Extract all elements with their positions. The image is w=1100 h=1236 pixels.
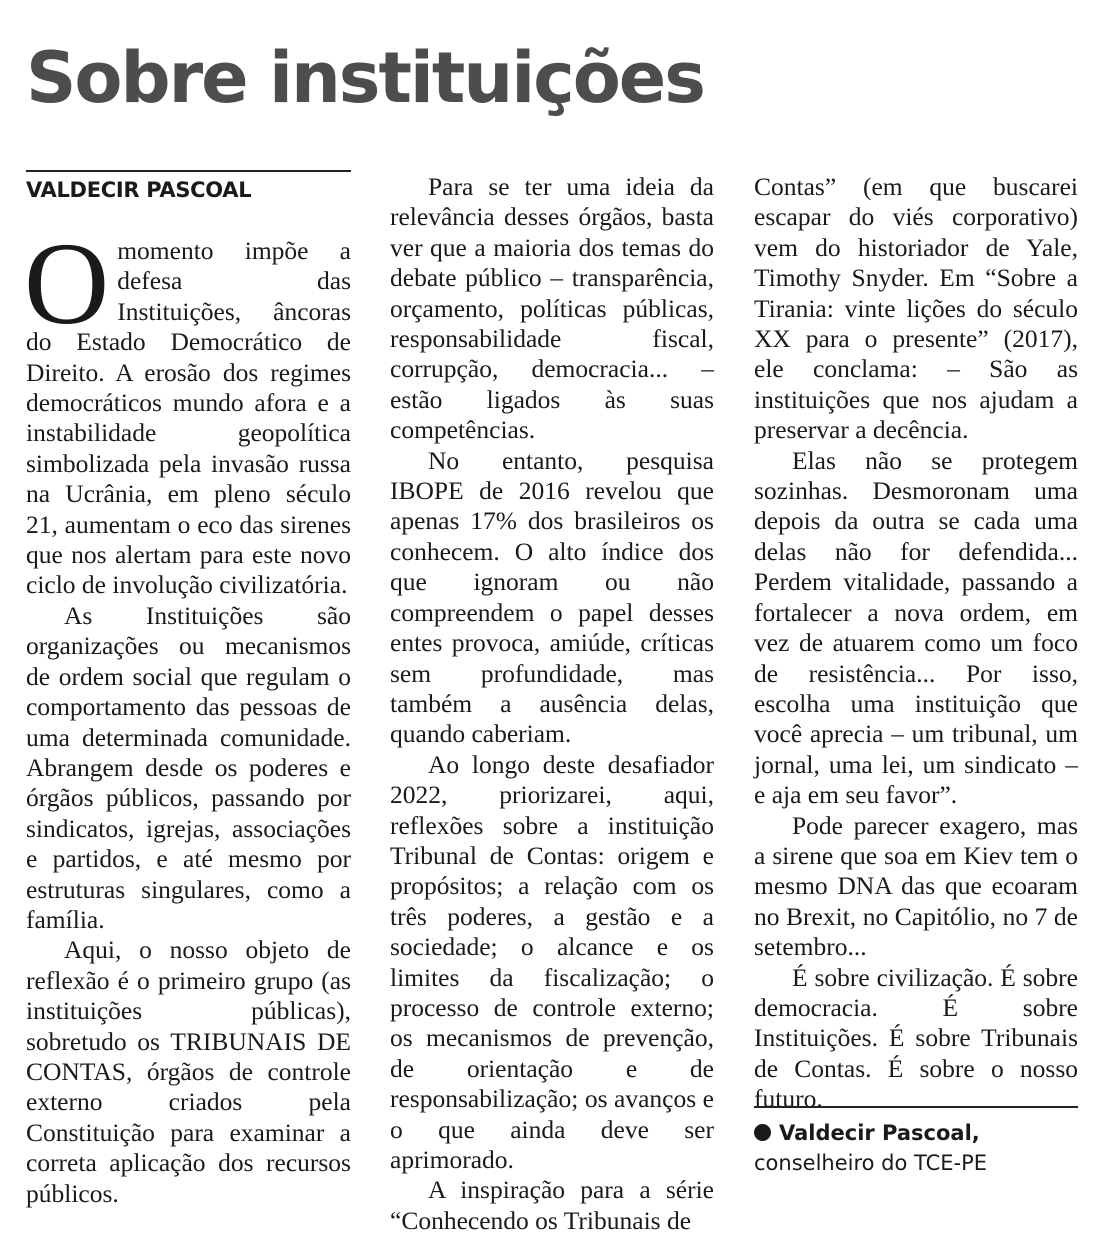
column-1 xyxy=(26,170,351,1209)
paragraph-10: É sobre civilização. É sobre democracia. É sobre Instituições. É sobre Tribunais de Contas. É sobre o nosso futuro. xyxy=(754,962,1078,1114)
author-signature xyxy=(754,1106,1078,1178)
paragraph-7-continued: Contas” (em que buscarei escapar do viés corporativo) vem do historiador de Yale, Timothy Snyder. Em “Sobre a Tirania: vinte lições do século XX para o presente” (2017), ele conclama: – São as instituições que nos ajudam a preservar a decência. xyxy=(754,172,1078,445)
paragraph-7-start: A inspiração para a série “Conhecendo os Tribunais de xyxy=(390,1175,714,1235)
byline-rule xyxy=(26,170,351,172)
paragraph-1 xyxy=(24,218,351,601)
headline: Sobre instituições xyxy=(26,37,704,119)
paragraph-6: Ao longo deste desafiador 2022, priorizarei, aqui, reflexões sobre a instituição Tribunal de Contas: origem e propósitos; a relação com os três poderes, a gestão e a sociedade; o alcance e os limites da fiscalização; o processo de controle externo; os mecanismos de prevenção, de orientação e de responsabilização; os avanços e o que ainda deve ser aprimorado. xyxy=(390,749,714,1174)
paragraph-5: No entanto, pesquisa IBOPE de 2016 revelou que apenas 17% dos brasileiros os conhecem. O alto índice dos que ignoram ou não compreendem o papel desses entes provoca, amiúde, críticas sem profundidade, mas também a ausência delas, quando caberiam. xyxy=(390,445,714,749)
paragraph-1-text: momento impõe a defesa das Instituições, âncoras do Estado Democrático de Direito. A erosão dos regimes democráticos mundo afora e a instabilidade geopolítica simbolizada pela invasão russa na Ucrânia, em pleno século 21, aumentam o eco das sirenes que nos alertam para este novo ciclo de involução civilizatória. xyxy=(26,236,351,600)
byline: VALDECIR PASCOAL xyxy=(26,178,252,202)
signature-name-line xyxy=(754,1118,1078,1148)
paragraph-3: Aqui, o nosso objeto de reflexão é o primeiro grupo (as instituições públicas), sobretudo os TRIBUNAIS DE CONTAS, órgãos de controle externo criados pela Constituição para examinar a correta aplicação dos recursos públicos. xyxy=(26,935,351,1208)
paragraph-2: As Instituições são organizações ou mecanismos de ordem social que regulam o comportamento das pessoas de uma determinada comunidade. Abrangem desde os poderes e órgãos públicos, passando por sindicatos, igrejas, associações e partidos, e até mesmo por estruturas singulares, como a família. xyxy=(26,600,351,934)
signature-name: Valdecir Pascoal, xyxy=(779,1121,980,1145)
bullet-icon xyxy=(754,1124,771,1141)
column-3 xyxy=(754,172,1078,1115)
paragraph-8: Elas não se protegem sozinhas. Desmoronam uma depois da outra se cada uma delas não for defendida... Perdem vitalidade, passando a fortalecer a nova ordem, em vez de atuarem como um foco de resistência... Por isso, escolha uma instituição que você aprecia – um tribunal, um jornal, uma lei, um sindicato – e aja em seu favor”. xyxy=(754,445,1078,810)
signature-role: conselheiro do TCE-PE xyxy=(754,1151,988,1175)
dropcap: O xyxy=(24,218,110,349)
column-2 xyxy=(390,172,714,1236)
paragraph-9: Pode parecer exagero, mas a sirene que soa em Kiev tem o mesmo DNA das que ecoaram no Brexit, no Capitólio, no 7 de setembro... xyxy=(754,810,1078,962)
paragraph-4: Para se ter uma ideia da relevância desses órgãos, basta ver que a maioria dos temas do debate público – transparência, orçamento, políticas públicas, responsabilidade fiscal, corrupção, democracia... – estão ligados às suas competências. xyxy=(390,172,714,445)
